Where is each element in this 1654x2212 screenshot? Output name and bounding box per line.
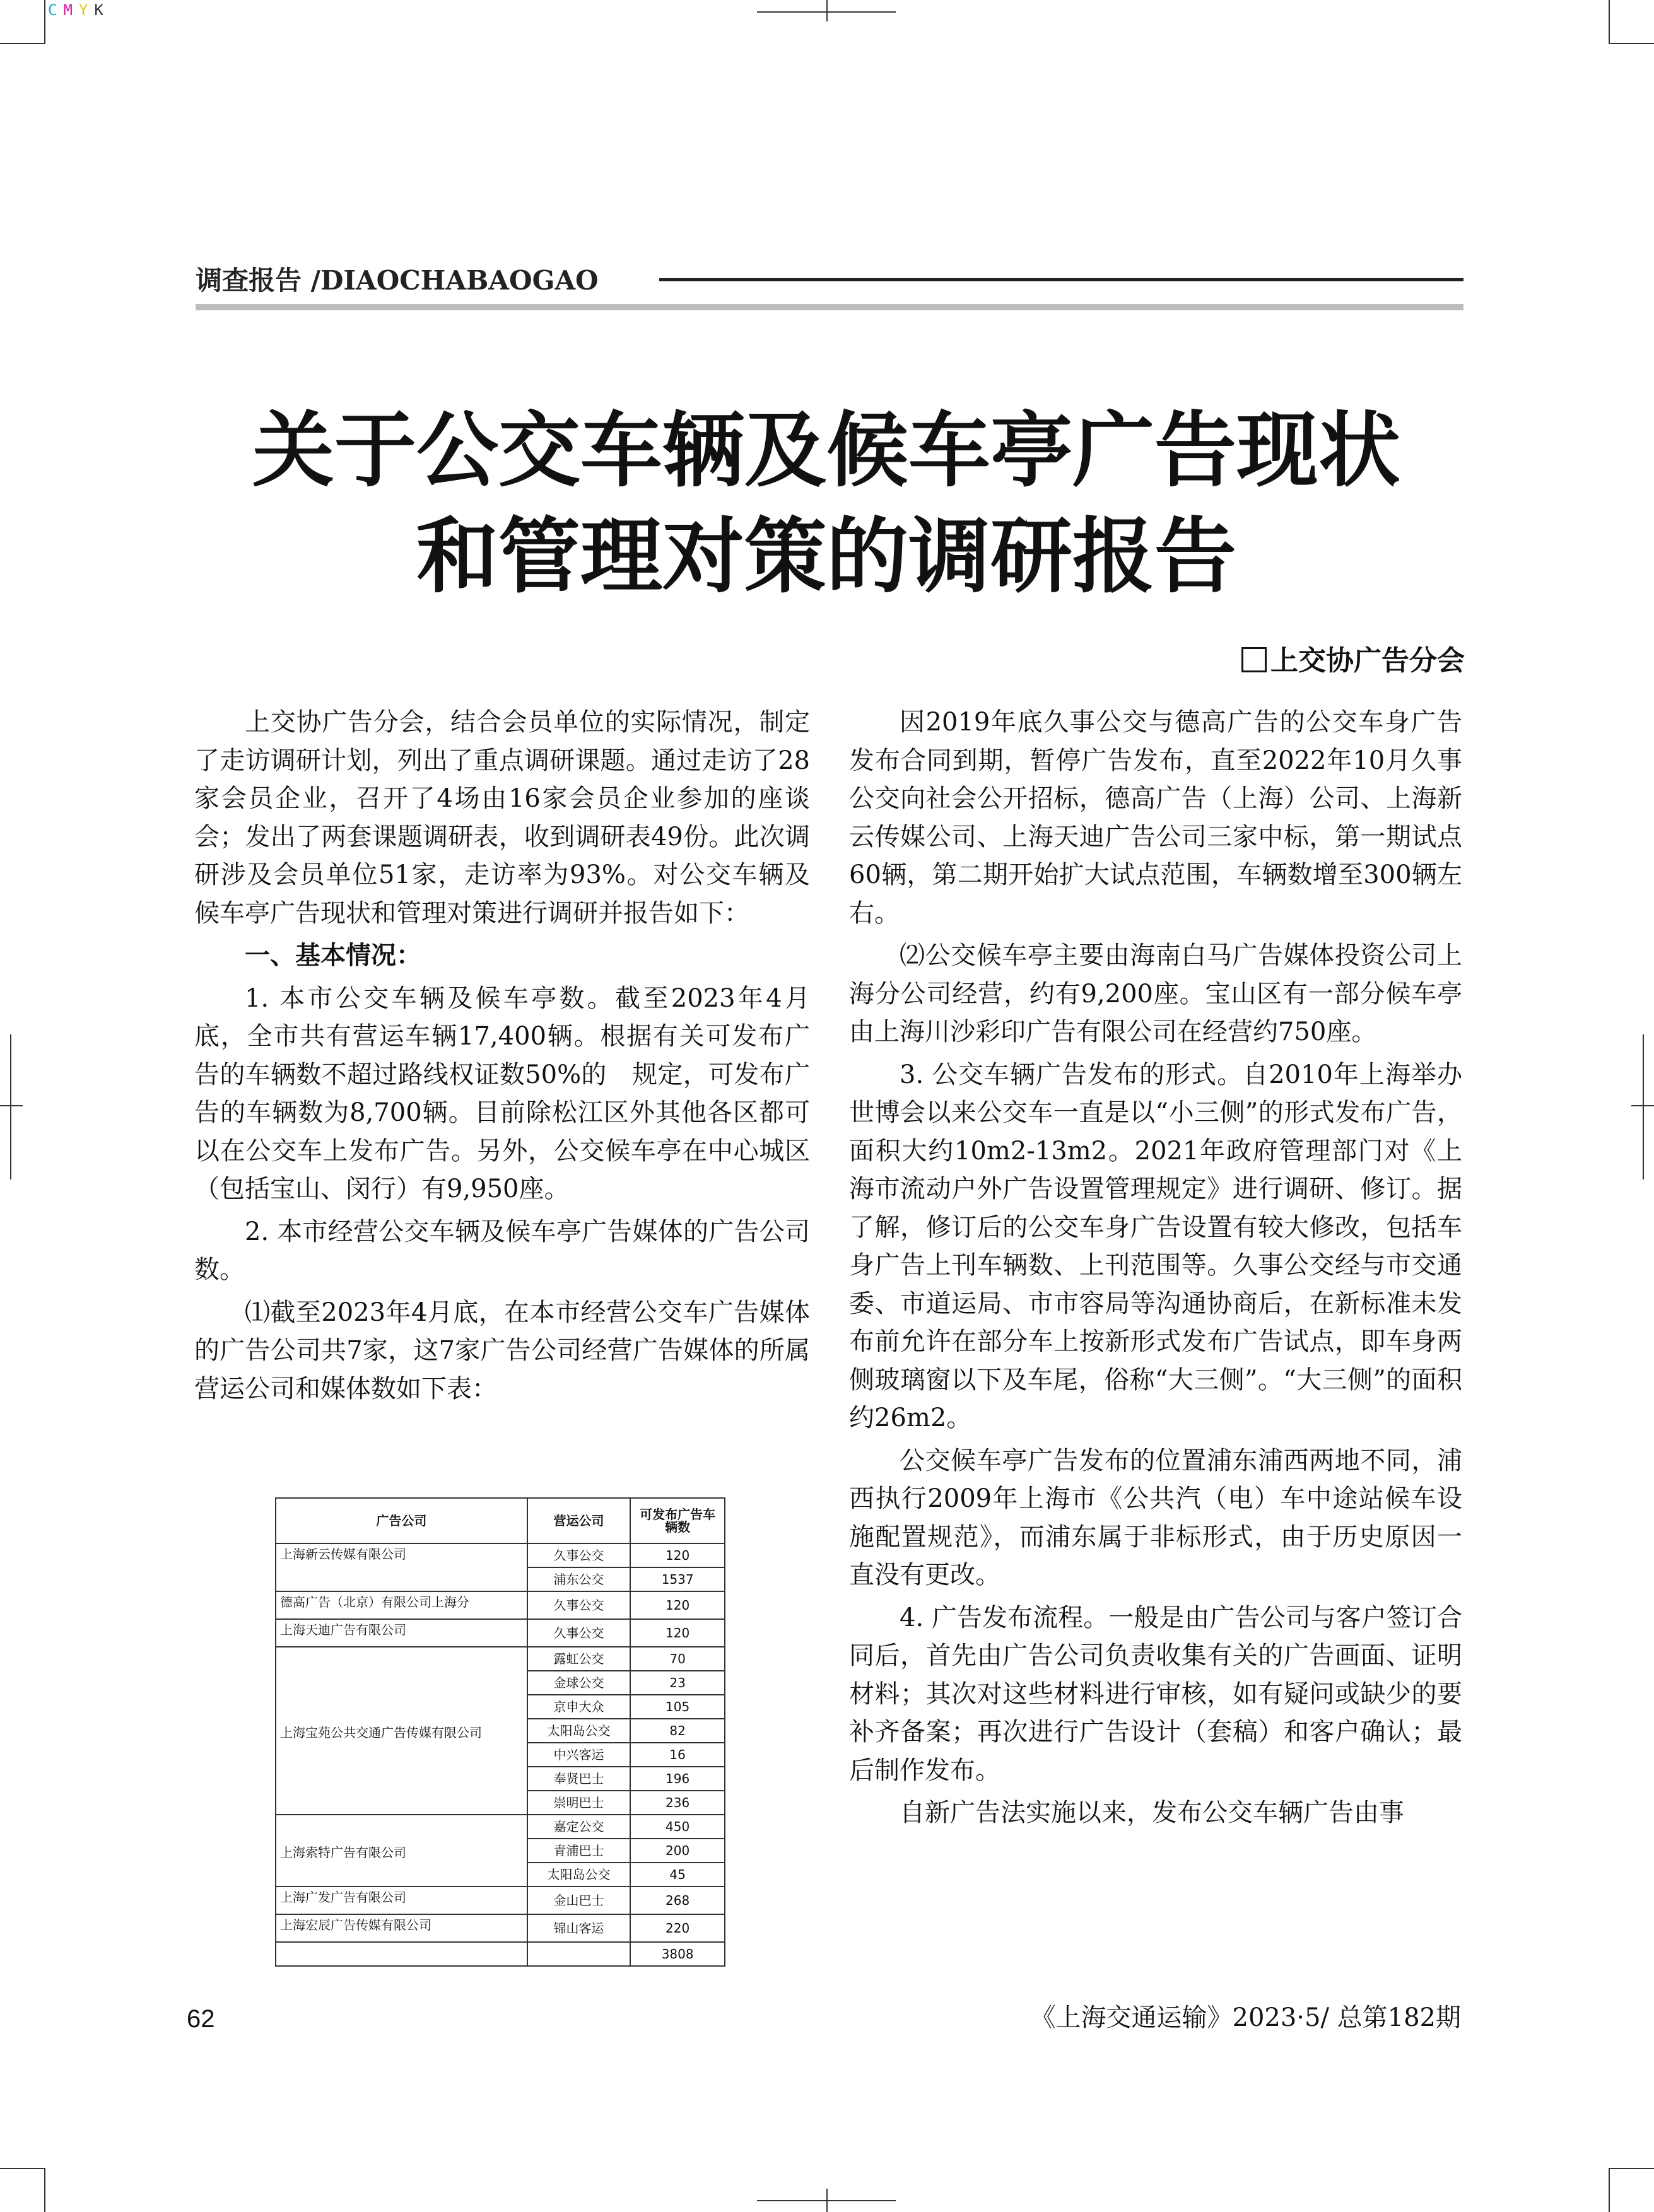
table-cell-company: 德高广告（北京）有限公司上海分 — [276, 1591, 527, 1619]
table-cell-company: 上海宏辰广告传媒有限公司 — [276, 1914, 527, 1942]
table-row — [276, 1591, 725, 1619]
table-cell-operator: 京申大众 — [527, 1695, 631, 1719]
paragraph: ⑴截至2023年4月底，在本市经营公交车广告媒体的广告公司共7家，这7家广告公司经营广告媒体的所属营运公司和媒体数如下表： — [194, 1297, 810, 1403]
header-rule — [659, 278, 1463, 281]
table-cell-operator: 久事公交 — [527, 1543, 631, 1567]
table-cell-operator: 锦山客运 — [527, 1914, 631, 1942]
table-cell-count: 450 — [630, 1815, 725, 1839]
table-row — [276, 1647, 725, 1671]
right-column — [849, 703, 1462, 1837]
table-cell-operator: 久事公交 — [527, 1591, 631, 1619]
author-byline — [1241, 642, 1465, 680]
paragraph: ⑵公交候车亭主要由海南白马广告媒体投资公司上海分公司经营，约有9,200座。宝山区有一部分候车亭由上海川沙彩印广告有限公司在经营约750座。 — [849, 941, 1462, 1046]
crop-mark — [0, 1105, 23, 1106]
left-column — [194, 703, 810, 1412]
cmyk-c: C — [48, 1, 64, 19]
table-header: 广告公司 — [276, 1498, 527, 1543]
table-cell-count: 1537 — [630, 1567, 725, 1591]
table-cell-count: 200 — [630, 1839, 725, 1863]
crop-mark — [10, 1034, 11, 1179]
table-row — [276, 1543, 725, 1567]
table-header: 营运公司 — [527, 1498, 631, 1543]
table-cell-operator: 青浦巴士 — [527, 1839, 631, 1863]
advertiser-table — [275, 1497, 725, 1967]
table-body — [276, 1543, 725, 1966]
table-cell-operator: 露虹公交 — [527, 1647, 631, 1671]
section-header — [196, 260, 1463, 301]
table-cell-count: 16 — [630, 1743, 725, 1767]
table-cell-company: 上海广发广告有限公司 — [276, 1887, 527, 1914]
cmyk-y: Y — [78, 1, 95, 19]
table-cell-empty — [276, 1942, 527, 1966]
table-cell-company: 上海索特广告有限公司 — [276, 1815, 527, 1887]
table-total-row — [276, 1942, 725, 1966]
table-cell-company: 上海天迪广告有限公司 — [276, 1619, 527, 1647]
table-cell-operator: 浦东公交 — [527, 1567, 631, 1591]
table-header-row — [276, 1498, 725, 1543]
table-row — [276, 1887, 725, 1914]
table-row — [276, 1815, 725, 1839]
table-cell-count: 70 — [630, 1647, 725, 1671]
table-cell-operator: 金山巴士 — [527, 1887, 631, 1914]
paragraph: 2. 本市经营公交车辆及候车亭广告媒体的广告公司数。 — [194, 1217, 810, 1284]
table-cell-operator: 嘉定公交 — [527, 1815, 631, 1839]
paragraph: 上交协广告分会，结合会员单位的实际情况，制定了走访调研计划，列出了重点调研课题。通过走访了28家会员企业，召开了4场由16家会员企业参加的座谈会；发出了两套课题调研表，收到调研表49份。此次调研涉及会员单位51家，走访率为93%。对公交车辆及候车亭广告现状和管理对策进行调研并报告如下： — [194, 708, 810, 928]
crop-mark — [1643, 1034, 1644, 1179]
table-cell-count: 45 — [630, 1863, 725, 1887]
section-heading: 一、基本情况： — [245, 941, 421, 970]
table-cell-count: 236 — [630, 1791, 725, 1815]
table-cell-operator: 太阳岛公交 — [527, 1719, 631, 1743]
crop-mark — [757, 2200, 896, 2201]
paragraph: 因2019年底久事公交与德高广告的公交车身广告发布合同到期，暂停广告发布，直至2022年10月久事公交向社会公开招标，德高广告（上海）公司、上海新云传媒公司、上海天迪广告公司三家中标，第一期试点60辆，第二期开始扩大试点范围，车辆数增至300辆左右。 — [849, 708, 1462, 928]
table-cell-count: 120 — [630, 1543, 725, 1567]
square-icon — [1241, 647, 1267, 672]
table-cell-operator: 崇明巴士 — [527, 1791, 631, 1815]
crop-mark — [1610, 43, 1654, 44]
paragraph: 3. 公交车辆广告发布的形式。自2010年上海举办世博会以来公交车一直是以“小三侧”的形式发布广告，面积大约10m2-13m2。2021年政府管理部门对《上海市流动户外广告设置管理规定》进行调研、修订。据了解，修订后的公交车身广告设置有较大修改，包括车身广告上刊车辆数、上刊范围等。久事公交经与市交通委、市道运局、市市容局等沟通协商后，在新标准未发布前允许在部分车上按新形式发布广告试点，即车身两侧玻璃窗以下及车尾，俗称“大三侧”。“大三侧”的面积约26m2。 — [849, 1060, 1462, 1432]
table-cell-count: 23 — [630, 1671, 725, 1695]
journal-citation: 《上海交通运输》2023·5/ 总第182期 — [1030, 2003, 1461, 2032]
title-line-1: 关于公交车辆及候车亭广告现状 — [252, 402, 1400, 498]
author-name: 上交协广告分会 — [1270, 645, 1465, 677]
title-line-2: 和管理对策的调研报告 — [416, 508, 1236, 604]
table-row — [276, 1914, 725, 1942]
cmyk-color-bar — [48, 1, 110, 19]
paragraph: 公交候车亭广告发布的位置浦东浦西两地不同，浦西执行2009年上海市《公共汽（电）车中途站候车设施配置规范》，而浦东属于非标形式，由于历史原因一直没有更改。 — [849, 1446, 1462, 1589]
table-cell-count: 268 — [630, 1887, 725, 1914]
paragraph: 自新广告法实施以来，发布公交车辆广告由事 — [900, 1798, 1404, 1827]
crop-mark — [0, 43, 44, 44]
crop-mark — [1609, 0, 1610, 44]
page-number: 62 — [187, 2005, 215, 2033]
crop-mark — [826, 0, 828, 21]
table-cell-operator: 太阳岛公交 — [527, 1863, 631, 1887]
table-row — [276, 1619, 725, 1647]
crop-mark — [1610, 2168, 1654, 2169]
cmyk-k: K — [94, 1, 110, 19]
table-header: 可发布广告车辆数 — [630, 1498, 725, 1543]
table-cell-operator: 金球公交 — [527, 1671, 631, 1695]
crop-mark — [44, 2168, 45, 2212]
header-gray-bar — [196, 304, 1463, 310]
table-cell-count: 105 — [630, 1695, 725, 1719]
crop-mark — [0, 2168, 44, 2169]
section-label: 调查报告 /DIAOCHABAOGAO — [196, 265, 599, 296]
cmyk-m: M — [63, 1, 79, 19]
table-cell-total: 3808 — [630, 1942, 725, 1966]
table-cell-operator: 中兴客运 — [527, 1743, 631, 1767]
table-cell-count: 120 — [630, 1619, 725, 1647]
table-cell-count: 196 — [630, 1767, 725, 1791]
article-title — [189, 397, 1463, 609]
table-cell-count: 120 — [630, 1591, 725, 1619]
crop-mark — [44, 0, 45, 44]
paragraph: 4. 广告发布流程。一般是由广告公司与客户签订合同后，首先由广告公司负责收集有关的广告画面、证明材料；其次对这些材料进行审核，如有疑问或缺少的要补齐备案；再次进行广告设计（套稿）和客户确认；最后制作发布。 — [849, 1603, 1462, 1785]
paragraph: 1. 本市公交车辆及候车亭数。截至2023年4月底，全市共有营运车辆17,400辆。根据有关可发布广告的车辆数不超过路线权证数50%的 规定，可发布广告的车辆数为8,700辆。目前除松江区外其他各区都可以在公交车上发布广告。另外，公交候车亭在中心城区（包括宝山、闵行）有9,950座。 — [194, 983, 810, 1203]
table-cell-operator: 奉贤巴士 — [527, 1767, 631, 1791]
crop-mark — [757, 11, 896, 13]
table-cell-operator: 久事公交 — [527, 1619, 631, 1647]
table-cell-company: 上海新云传媒有限公司 — [276, 1543, 527, 1591]
table-cell-empty — [527, 1942, 631, 1966]
table-cell-count: 82 — [630, 1719, 725, 1743]
table-cell-company: 上海宝苑公共交通广告传媒有限公司 — [276, 1647, 527, 1815]
crop-mark — [1609, 2168, 1610, 2212]
table-cell-count: 220 — [630, 1914, 725, 1942]
